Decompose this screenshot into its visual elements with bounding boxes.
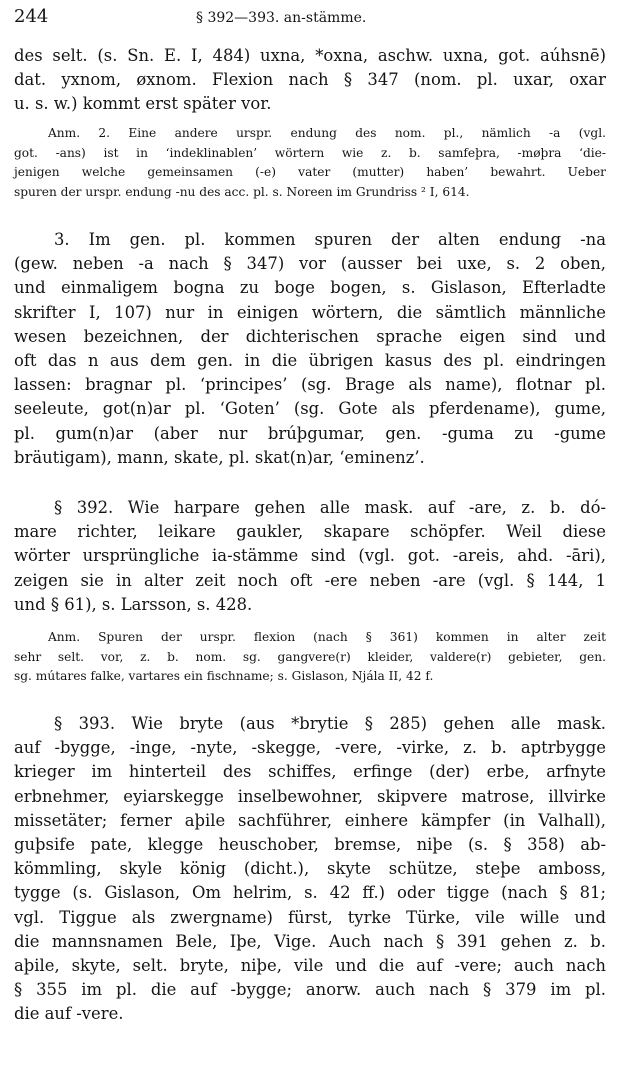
note-line: sg. mútares falke, vartares ein fischname; s. Gislason, Njála II, 42 f. xyxy=(14,669,434,684)
note-line: Anm. 2. Eine andere urspr. endung des nom. pl., nämlich -a (vgl. xyxy=(48,126,606,140)
note-line: jenigen welche gemeinsamen (-e) vater (mutter) haben’ bewahrt. Ueber xyxy=(14,165,606,180)
text-line: kömmling, skyle könig (dicht.), skyte schütze, steþe amboss, xyxy=(14,859,606,879)
text-line: zeigen sie in alter zeit noch oft -ere neben -are (vgl. § 144, 1 xyxy=(14,570,606,590)
text-line: erbnehmer, eyiarskegge inselbewohner, skipvere matrose, illvirke xyxy=(14,786,606,806)
note-anm-2 xyxy=(14,124,606,202)
text-line: missetäter; ferner aþile sachführer, einhere kämpfer (in Valhall), xyxy=(14,810,606,830)
note-line: sehr selt. vor, z. b. nom. sg. gangvere(r) kleider, valdere(r) gebieter, gen. xyxy=(14,649,606,664)
text-line: pl. gum(n)ar (aber nur brúþgumar, gen. -guma zu -gume xyxy=(14,423,606,443)
text-line: § 355 im pl. die auf -bygge; anorw. auch nach § 379 im pl. xyxy=(14,980,606,1000)
text-line: skrifter I, 107) nur in einigen wörtern, die sämtlich männliche xyxy=(14,302,606,322)
text-line: aþile, skyte, selt. bryte, niþe, vile und die auf -vere; auch nach xyxy=(14,956,606,976)
text-line: und einmaligem bogna zu boge bogen, s. Gislason, Efterladte xyxy=(14,278,606,298)
text-line: wesen bezeichnen, der dichterischen sprache eigen sind und xyxy=(14,326,606,346)
text-line: tygge (s. Gislason, Om helrim, s. 42 ff.) oder tigge (nach § 81; xyxy=(14,883,606,903)
text-line: dat. yxnom, øxnom. Flexion nach § 347 (nom. pl. uxar, oxar xyxy=(14,70,606,90)
text-line: seeleute, got(n)ar pl. ‘Goten’ (sg. Gote als pferdename), gume, xyxy=(14,399,606,419)
section-392 xyxy=(14,496,606,617)
text-line: des selt. (s. Sn. E. I, 484) uxna, *oxna, aschw. uxna, got. aúhsnē) xyxy=(14,46,606,65)
text-line: krieger im hinterteil des schiffes, erfinge (der) erbe, arfnyte xyxy=(14,762,606,782)
text-line: (gew. neben -a nach § 347) vor (ausser bei uxe, s. 2 oben, xyxy=(14,254,606,274)
paragraph-3 xyxy=(14,228,606,470)
text-line: u. s. w.) kommt erst später vor. xyxy=(14,94,272,114)
text-line: § 392. Wie harpare gehen alle mask. auf -are, z. b. dó- xyxy=(54,498,606,517)
page-header xyxy=(14,4,606,32)
note-line: spuren der urspr. endung -nu des acc. pl. s. Noreen im Grundriss ² I, 614. xyxy=(14,184,470,199)
text-line: bräutigam), mann, skate, pl. skat(n)ar, ‘eminenz’. xyxy=(14,447,425,467)
text-line: § 393. Wie bryte (aus *brytie § 285) gehen alle mask. xyxy=(54,714,606,733)
text-line: und § 61), s. Larsson, s. 428. xyxy=(14,594,253,614)
section-393 xyxy=(14,712,606,1027)
paragraph-continuation xyxy=(14,44,606,117)
text-line: 3. Im gen. pl. kommen spuren der alten endung -na xyxy=(54,230,606,249)
running-head: § 392—393. an-stämme. xyxy=(196,10,367,26)
text-line: die mannsnamen Bele, Iþe, Vige. Auch nach § 391 gehen z. b. xyxy=(14,931,606,951)
text-line: vgl. Tiggue als zwergname) fürst, tyrke Türke, vile wille und xyxy=(14,907,606,927)
note-line: Anm. Spuren der urspr. flexion (nach § 361) kommen in alter zeit xyxy=(48,630,606,644)
text-line: oft das n aus dem gen. in die übrigen kasus des pl. eindringen xyxy=(14,351,606,371)
note-line: got. -ans) ist in ‘indeklinablen’ wörtern wie z. b. samfeþra, -møþra ‘die- xyxy=(14,145,606,160)
text-line: auf -bygge, -inge, -nyte, -skegge, -vere, -virke, z. b. aptrbygge xyxy=(14,738,606,758)
text-line: guþsife pate, klegge heuschober, bremse, niþe (s. § 358) ab- xyxy=(14,835,606,855)
text-line: mare richter, leikare gaukler, skapare schöpfer. Weil diese xyxy=(14,522,606,542)
page-number: 244 xyxy=(14,6,49,27)
note-anm-392 xyxy=(14,628,606,687)
text-line: wörter ursprüngliche ia-stämme sind (vgl. got. -areis, ahd. -āri), xyxy=(14,546,606,566)
text-line: lassen: bragnar pl. ‘principes’ (sg. Brage als name), flotnar pl. xyxy=(14,375,606,395)
text-line: die auf -vere. xyxy=(14,1004,124,1024)
